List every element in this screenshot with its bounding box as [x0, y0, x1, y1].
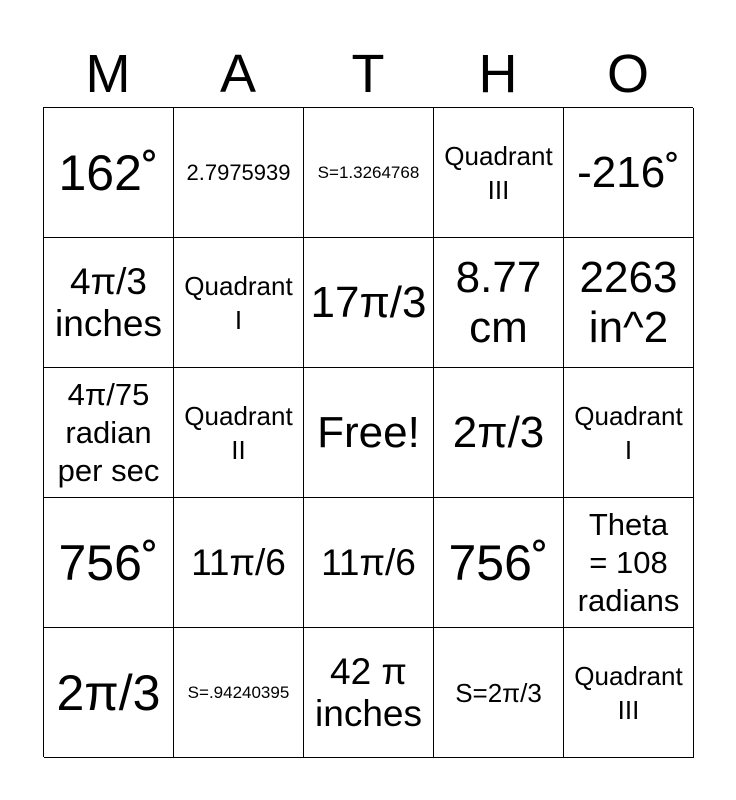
header-letter-h: H — [478, 44, 518, 104]
bingo-cell-r4-c3[interactable] — [304, 498, 434, 628]
cell-text: 17π/3 — [310, 277, 427, 327]
bingo-cell-r2-c3[interactable] — [304, 238, 434, 368]
cell-text: 756˚ — [448, 534, 549, 591]
cell-text: S=.94240395 — [187, 682, 290, 702]
bingo-cell-r4-c4[interactable] — [434, 498, 564, 628]
cell-text: 2π/3 — [56, 664, 161, 721]
cell-text: 42 π inches — [315, 650, 422, 734]
header-letter-o: O — [606, 44, 649, 104]
cell-text: -216˚ — [577, 147, 680, 197]
bingo-header — [43, 40, 693, 108]
bingo-board — [43, 107, 693, 757]
bingo-cell-r5-c3[interactable] — [304, 628, 434, 758]
header-letter-m: M — [85, 44, 131, 104]
bingo-cell-r5-c5[interactable] — [564, 628, 694, 758]
bingo-cell-r3-c1[interactable] — [44, 368, 174, 498]
cell-text: Quadrant I — [574, 400, 683, 465]
header-letter-t: T — [351, 44, 385, 104]
bingo-cell-r1-c5[interactable] — [564, 108, 694, 238]
bingo-cell-r2-c1[interactable] — [44, 238, 174, 368]
bingo-cell-r5-c1[interactable] — [44, 628, 174, 758]
bingo-cell-r2-c5[interactable] — [564, 238, 694, 368]
bingo-cell-r3-c5[interactable] — [564, 368, 694, 498]
bingo-cell-r3-c3[interactable] — [304, 368, 434, 498]
cell-text: 4π/3 inches — [55, 260, 162, 344]
cell-text: 2263 in^2 — [579, 252, 678, 352]
bingo-cell-r1-c3[interactable] — [304, 108, 434, 238]
bingo-cell-r5-c2[interactable] — [174, 628, 304, 758]
free-space-text: Free! — [317, 407, 420, 457]
cell-text: 11π/6 — [191, 541, 286, 583]
bingo-cell-r4-c1[interactable] — [44, 498, 174, 628]
cell-text: Theta = 108 radians — [577, 506, 680, 618]
cell-text: Quadrant I — [184, 270, 293, 335]
cell-text: 162˚ — [58, 144, 159, 201]
bingo-cell-r2-c2[interactable] — [174, 238, 304, 368]
bingo-cell-r3-c2[interactable] — [174, 368, 304, 498]
bingo-cell-r5-c4[interactable] — [434, 628, 564, 758]
cell-text: 756˚ — [58, 534, 159, 591]
bingo-cell-r3-c4[interactable] — [434, 368, 564, 498]
cell-text: Quadrant III — [444, 140, 553, 205]
cell-text: 2.7975939 — [186, 159, 291, 185]
cell-text: S=1.3264768 — [317, 162, 420, 182]
cell-text: S=2π/3 — [455, 677, 542, 708]
cell-text: Quadrant II — [184, 400, 293, 465]
bingo-cell-r1-c4[interactable] — [434, 108, 564, 238]
cell-text: Quadrant III — [574, 660, 683, 725]
bingo-cell-r1-c1[interactable] — [44, 108, 174, 238]
cell-text: 11π/6 — [321, 541, 416, 583]
cell-text: 4π/75 radian per sec — [57, 376, 160, 488]
header-letter-a: A — [219, 44, 257, 104]
bingo-cell-r2-c4[interactable] — [434, 238, 564, 368]
cell-text: 8.77 cm — [455, 252, 542, 352]
bingo-cell-r4-c2[interactable] — [174, 498, 304, 628]
cell-text: 2π/3 — [452, 407, 545, 457]
bingo-cell-r1-c2[interactable] — [174, 108, 304, 238]
bingo-cell-r4-c5[interactable] — [564, 498, 694, 628]
